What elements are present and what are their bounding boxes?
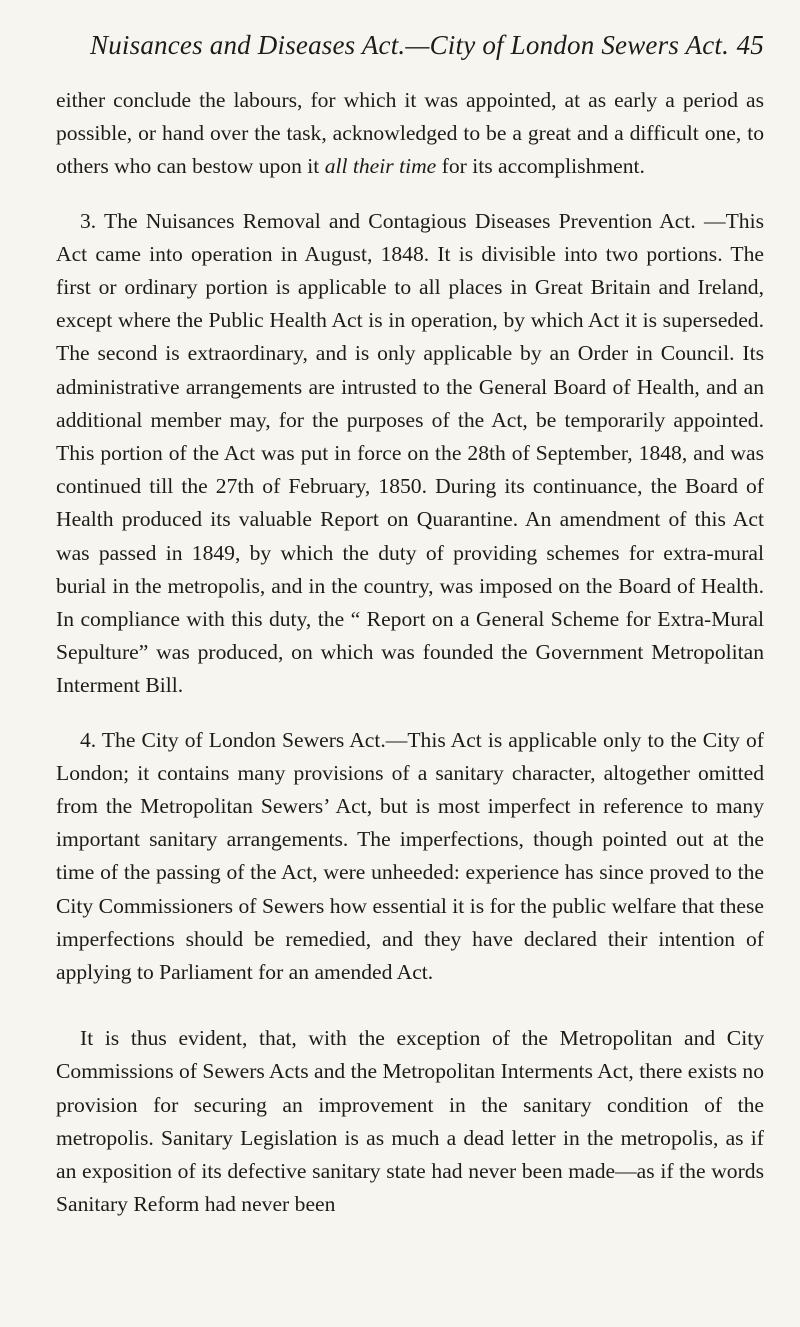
paragraph-continuation — [56, 84, 764, 184]
paragraph-nuisances-act: 3. The Nuisances Removal and Contagious Diseases Prevention Act. —This Act came into operation in August, 1848. It is divisible into two portions. The first or ordinary portion is applicable to all places in Great Britain and Ireland, except where the Public Health Act is in operation, by which Act it is superseded. The second is extraordinary, and is only applicable by an Order in Council. Its administrative arrangements are intrusted to the General Board of Health, and an additional member may, for the purposes of the Act, be temporarily appointed. This portion of the Act was put in force on the 28th of September, 1848, and was continued till the 27th of February, 1850. During its continuance, the Board of Health produced its valuable Report on Quarantine. An amendment of this Act was passed in 1849, by which the duty of providing schemes for extra-mural burial in the metropolis, and in the country, was imposed on the Board of Health. In compliance with this duty, the “ Report on a General Scheme for Extra-Mural Sepulture” was produced, on which was founded the Government Metropolitan Interment Bill. — [56, 208, 764, 698]
paragraph-conclusion: It is thus evident, that, with the exception of the Metropolitan and City Commissions of Sewers Acts and the Metropolitan Interments Act, there exists no provision for securing an improvement in the sanitary condition of the metropolis. Sanitary Legislation is as much a dead letter in the metropolis, as if an exposition of its defective sanitary state had never been made—as if the words Sanitary Reform had never been — [56, 1026, 764, 1217]
page-number: 45 — [736, 30, 764, 60]
body-text — [56, 84, 764, 1222]
paragraph-text: for its accomplishment. — [436, 154, 645, 179]
emphasis-text: all their time — [324, 154, 437, 179]
paragraph-city-sewers-act: 4. The City of London Sewers Act.—This Act is applicable only to the City of London; it contains many provisions of a sanitary character, altogether omitted from the Metropolitan Sewers’ Act, but is most imperfect in reference to many important sanitary arrangements. The imperfections, though pointed out at the time of the passing of the Act, were unheeded: experience has since proved to the City Commissioners of Sewers how essential it is for the public welfare that these imperfections should be remedied, and they have declared their intention of applying to Parliament for an amended Act. — [56, 727, 764, 985]
running-head — [90, 30, 764, 70]
paragraph-text: either conclude the labours, for which it was appointed, at as early a period as possible, or hand over the task, acknowledged to be a great and a difficult one, to others who can bestow upon it — [56, 88, 764, 179]
running-head-title: Nuisances and Diseases Act.—City of London Sewers Act. — [90, 30, 730, 60]
